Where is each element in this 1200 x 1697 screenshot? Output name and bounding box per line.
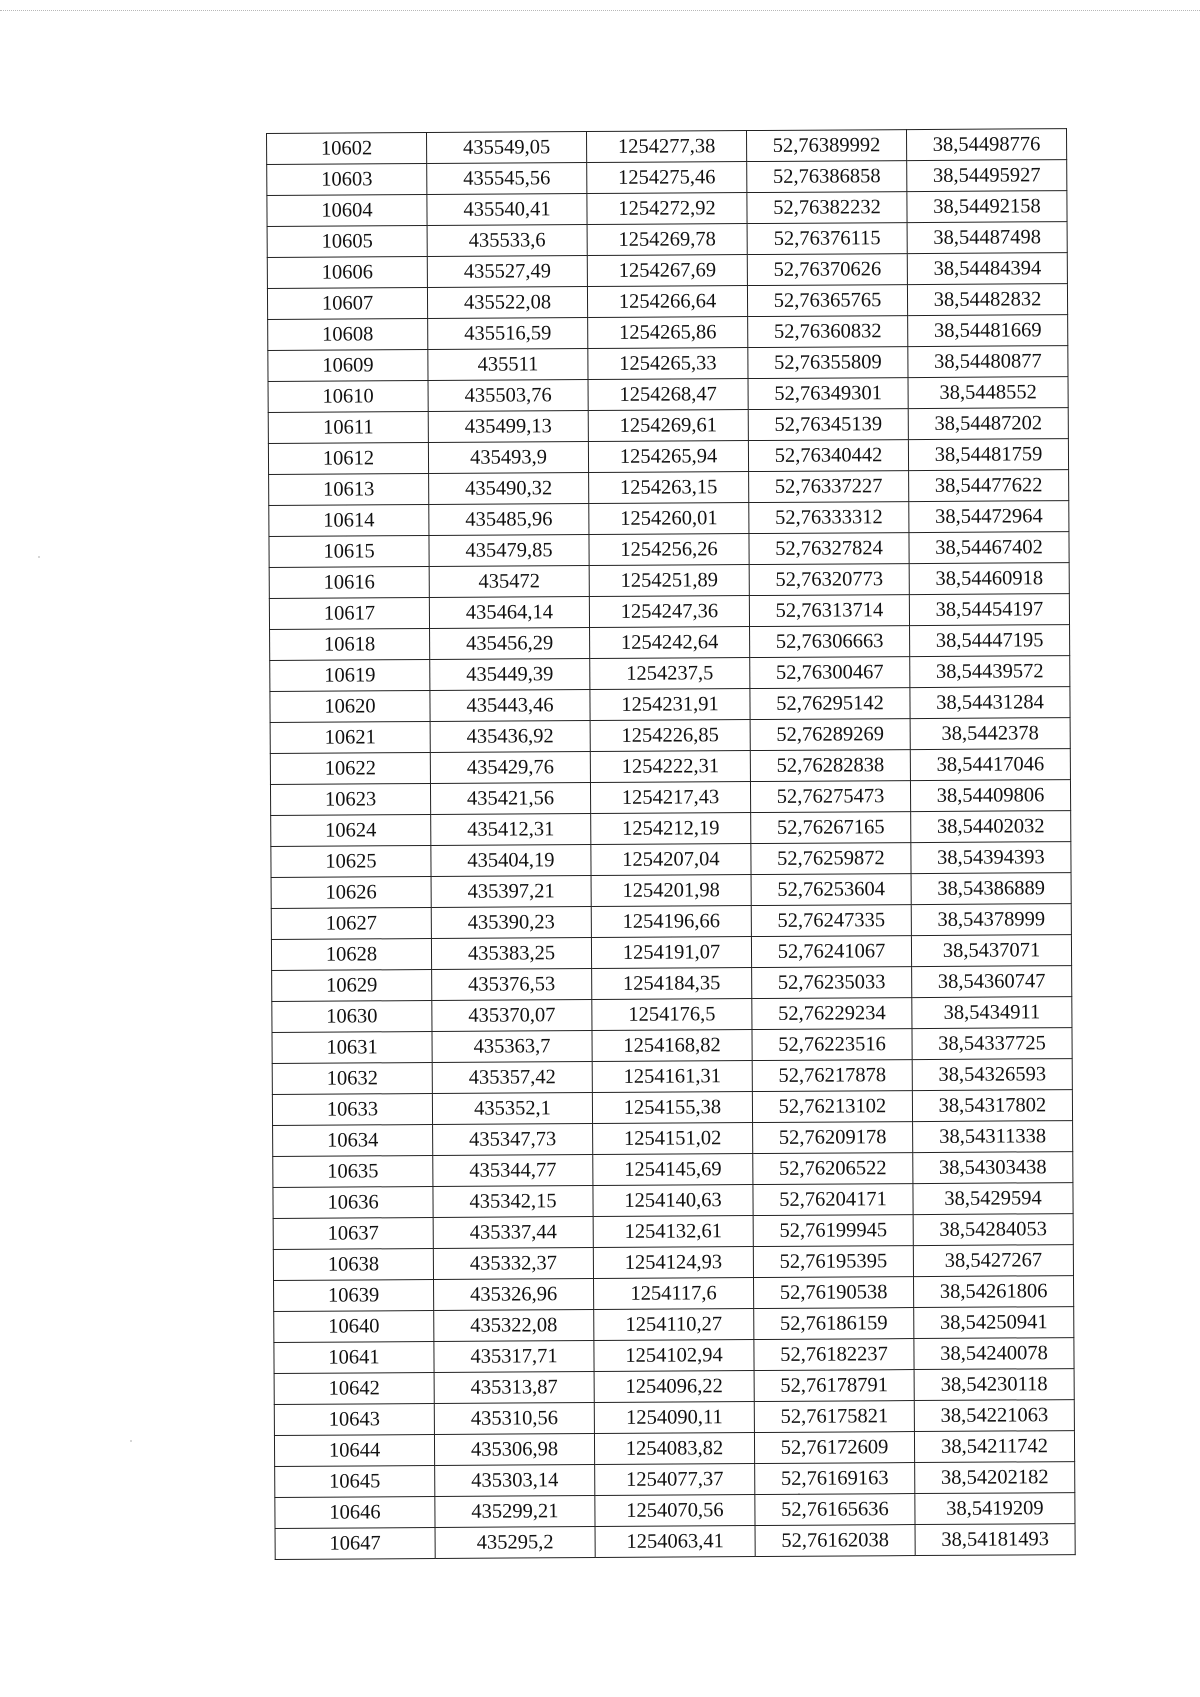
point-number-cell: 10645	[275, 1465, 435, 1497]
longitude-cell: 38,54311338	[913, 1121, 1073, 1153]
point-number-cell: 10627	[271, 908, 431, 940]
point-number-cell: 10628	[271, 939, 431, 971]
longitude-cell: 38,54337725	[912, 1028, 1072, 1060]
y-coordinate-cell: 1254090,11	[594, 1402, 754, 1434]
x-coordinate-cell: 435472	[429, 566, 589, 598]
table-row	[268, 408, 1068, 444]
y-coordinate-cell: 1254226,85	[590, 720, 750, 752]
table-row	[273, 1183, 1073, 1219]
point-number-cell: 10626	[271, 877, 431, 909]
latitude-cell: 52,76213102	[752, 1091, 912, 1123]
y-coordinate-cell: 1254196,66	[591, 906, 751, 938]
latitude-cell: 52,76267165	[751, 812, 911, 844]
x-coordinate-cell: 435549,05	[427, 132, 587, 164]
x-coordinate-cell: 435303,14	[435, 1465, 595, 1497]
point-number-cell: 10622	[270, 753, 430, 785]
table-row	[267, 253, 1067, 289]
x-coordinate-cell: 435436,92	[430, 721, 590, 753]
point-number-cell: 10621	[270, 722, 430, 754]
table-row	[268, 315, 1068, 351]
y-coordinate-cell: 1254265,94	[588, 441, 748, 473]
latitude-cell: 52,76175821	[754, 1401, 914, 1433]
scan-top-edge	[0, 10, 1200, 11]
x-coordinate-cell: 435429,76	[430, 752, 590, 784]
latitude-cell: 52,76376115	[747, 223, 907, 255]
longitude-cell: 38,54454197	[909, 594, 1069, 626]
x-coordinate-cell: 435317,71	[434, 1341, 594, 1373]
x-coordinate-cell: 435545,56	[427, 163, 587, 195]
point-number-cell: 10633	[272, 1094, 432, 1126]
latitude-cell: 52,76169163	[755, 1463, 915, 1495]
x-coordinate-cell: 435352,1	[432, 1093, 592, 1125]
table-row	[270, 687, 1070, 723]
point-number-cell: 10607	[267, 288, 427, 320]
y-coordinate-cell: 1254070,56	[595, 1495, 755, 1527]
point-number-cell: 10630	[272, 1001, 432, 1033]
longitude-cell: 38,5448552	[908, 377, 1068, 409]
table-row	[271, 842, 1071, 878]
y-coordinate-cell: 1254102,94	[594, 1340, 754, 1372]
latitude-cell: 52,76337227	[749, 471, 909, 503]
y-coordinate-cell: 1254212,19	[591, 813, 751, 845]
x-coordinate-cell: 435310,56	[434, 1403, 594, 1435]
point-number-cell: 10604	[267, 195, 427, 227]
table-row	[271, 935, 1071, 971]
y-coordinate-cell: 1254265,86	[588, 317, 748, 349]
longitude-cell: 38,54495927	[907, 160, 1067, 192]
table-row	[275, 1524, 1075, 1560]
point-number-cell: 10625	[271, 846, 431, 878]
y-coordinate-cell: 1254117,6	[594, 1278, 754, 1310]
x-coordinate-cell: 435490,32	[429, 473, 589, 505]
point-number-cell: 10634	[273, 1125, 433, 1157]
y-coordinate-cell: 1254201,98	[591, 875, 751, 907]
latitude-cell: 52,76162038	[755, 1525, 915, 1557]
y-coordinate-cell: 1254277,38	[586, 131, 746, 163]
y-coordinate-cell: 1254077,37	[595, 1464, 755, 1496]
x-coordinate-cell: 435404,19	[431, 845, 591, 877]
table-row	[272, 997, 1072, 1033]
point-number-cell: 10618	[270, 629, 430, 661]
table-row	[267, 191, 1067, 227]
longitude-cell: 38,54498776	[906, 129, 1066, 161]
longitude-cell: 38,54261806	[913, 1276, 1073, 1308]
table-row	[269, 594, 1069, 630]
latitude-cell: 52,76349301	[748, 378, 908, 410]
scan-speck	[130, 1440, 132, 1442]
y-coordinate-cell: 1254140,63	[593, 1185, 753, 1217]
x-coordinate-cell: 435299,21	[435, 1496, 595, 1528]
table-row	[272, 1059, 1072, 1095]
y-coordinate-cell: 1254191,07	[591, 937, 751, 969]
longitude-cell: 38,54484394	[907, 253, 1067, 285]
table-row	[274, 1276, 1074, 1312]
latitude-cell: 52,76186159	[754, 1308, 914, 1340]
point-number-cell: 10610	[268, 381, 428, 413]
longitude-cell: 38,54360747	[912, 966, 1072, 998]
longitude-cell: 38,54481669	[908, 315, 1068, 347]
latitude-cell: 52,76253604	[751, 874, 911, 906]
y-coordinate-cell: 1254237,5	[590, 658, 750, 690]
longitude-cell: 38,54482832	[907, 284, 1067, 316]
x-coordinate-cell: 435332,37	[433, 1248, 593, 1280]
latitude-cell: 52,76320773	[749, 564, 909, 596]
longitude-cell: 38,54431284	[910, 687, 1070, 719]
y-coordinate-cell: 1254110,27	[594, 1309, 754, 1341]
longitude-cell: 38,54487202	[908, 408, 1068, 440]
table-row	[274, 1369, 1074, 1405]
latitude-cell: 52,76300467	[750, 657, 910, 689]
x-coordinate-cell: 435503,76	[428, 380, 588, 412]
x-coordinate-cell: 435493,9	[428, 442, 588, 474]
latitude-cell: 52,76382232	[747, 192, 907, 224]
x-coordinate-cell: 435306,98	[434, 1434, 594, 1466]
y-coordinate-cell: 1254124,93	[593, 1247, 753, 1279]
latitude-cell: 52,76223516	[752, 1029, 912, 1061]
latitude-cell: 52,76165636	[755, 1494, 915, 1526]
table-row	[273, 1152, 1073, 1188]
table-row	[267, 284, 1067, 320]
longitude-cell: 38,54386889	[911, 873, 1071, 905]
point-number-cell: 10615	[269, 536, 429, 568]
table-row	[269, 501, 1069, 537]
point-number-cell: 10629	[272, 970, 432, 1002]
point-number-cell: 10616	[269, 567, 429, 599]
table-row	[270, 749, 1070, 785]
point-number-cell: 10619	[270, 660, 430, 692]
x-coordinate-cell: 435357,42	[432, 1062, 592, 1094]
y-coordinate-cell: 1254083,82	[594, 1433, 754, 1465]
table-row	[272, 966, 1072, 1002]
table-row	[273, 1121, 1073, 1157]
latitude-cell: 52,76360832	[748, 316, 908, 348]
y-coordinate-cell: 1254145,69	[593, 1154, 753, 1186]
table-row	[267, 129, 1067, 165]
y-coordinate-cell: 1254222,31	[590, 751, 750, 783]
longitude-cell: 38,54481759	[908, 439, 1068, 471]
y-coordinate-cell: 1254267,69	[587, 255, 747, 287]
table-row	[270, 625, 1070, 661]
longitude-cell: 38,54477622	[909, 470, 1069, 502]
point-number-cell: 10609	[268, 350, 428, 382]
longitude-cell: 38,54460918	[909, 563, 1069, 595]
point-number-cell: 10637	[273, 1217, 433, 1249]
table-row	[271, 873, 1071, 909]
y-coordinate-cell: 1254231,91	[590, 689, 750, 721]
x-coordinate-cell: 435390,23	[431, 907, 591, 939]
y-coordinate-cell: 1254266,64	[587, 286, 747, 318]
longitude-cell: 38,5437071	[911, 935, 1071, 967]
x-coordinate-cell: 435533,6	[427, 225, 587, 257]
coordinates-table-body	[267, 129, 1076, 1560]
latitude-cell: 52,76204171	[753, 1184, 913, 1216]
x-coordinate-cell: 435383,25	[431, 938, 591, 970]
latitude-cell: 52,76282838	[750, 750, 910, 782]
longitude-cell: 38,54181493	[915, 1524, 1075, 1556]
point-number-cell: 10632	[272, 1063, 432, 1095]
table-row	[274, 1431, 1074, 1467]
x-coordinate-cell: 435295,2	[435, 1527, 595, 1559]
y-coordinate-cell: 1254155,38	[592, 1092, 752, 1124]
latitude-cell: 52,76217878	[752, 1060, 912, 1092]
latitude-cell: 52,76386858	[747, 161, 907, 193]
y-coordinate-cell: 1254268,47	[588, 379, 748, 411]
table-row	[267, 222, 1067, 258]
x-coordinate-cell: 435456,29	[430, 628, 590, 660]
x-coordinate-cell: 435449,39	[430, 659, 590, 691]
table-row	[267, 160, 1067, 196]
longitude-cell: 38,5427267	[913, 1245, 1073, 1277]
point-number-cell: 10620	[270, 691, 430, 723]
longitude-cell: 38,54303438	[913, 1152, 1073, 1184]
longitude-cell: 38,54402032	[911, 811, 1071, 843]
x-coordinate-cell: 435397,21	[431, 876, 591, 908]
x-coordinate-cell: 435313,87	[434, 1372, 594, 1404]
latitude-cell: 52,76195395	[753, 1246, 913, 1278]
y-coordinate-cell: 1254263,15	[589, 472, 749, 504]
point-number-cell: 10643	[274, 1403, 434, 1435]
latitude-cell: 52,76295142	[750, 688, 910, 720]
y-coordinate-cell: 1254168,82	[592, 1030, 752, 1062]
table-row	[272, 1028, 1072, 1064]
point-number-cell: 10623	[270, 784, 430, 816]
latitude-cell: 52,76333312	[749, 502, 909, 534]
point-number-cell: 10612	[268, 443, 428, 475]
latitude-cell: 52,76206522	[753, 1153, 913, 1185]
table-row	[272, 1090, 1072, 1126]
latitude-cell: 52,76327824	[749, 533, 909, 565]
y-coordinate-cell: 1254176,5	[592, 999, 752, 1031]
longitude-cell: 38,54221063	[914, 1400, 1074, 1432]
longitude-cell: 38,54409806	[910, 780, 1070, 812]
point-number-cell: 10638	[273, 1248, 433, 1280]
longitude-cell: 38,54439572	[910, 656, 1070, 688]
latitude-cell: 52,76190538	[754, 1277, 914, 1309]
y-coordinate-cell: 1254184,35	[592, 968, 752, 1000]
x-coordinate-cell: 435485,96	[429, 504, 589, 536]
longitude-cell: 38,54472964	[909, 501, 1069, 533]
y-coordinate-cell: 1254269,78	[587, 224, 747, 256]
latitude-cell: 52,76275473	[750, 781, 910, 813]
latitude-cell: 52,76229234	[752, 998, 912, 1030]
x-coordinate-cell: 435322,08	[434, 1310, 594, 1342]
longitude-cell: 38,54230118	[914, 1369, 1074, 1401]
table-row	[274, 1400, 1074, 1436]
latitude-cell: 52,76355809	[748, 347, 908, 379]
longitude-cell: 38,54467402	[909, 532, 1069, 564]
y-coordinate-cell: 1254207,04	[591, 844, 751, 876]
point-number-cell: 10611	[268, 412, 428, 444]
longitude-cell: 38,54211742	[914, 1431, 1074, 1463]
latitude-cell: 52,76370626	[747, 254, 907, 286]
latitude-cell: 52,76313714	[749, 595, 909, 627]
latitude-cell: 52,76235033	[752, 967, 912, 999]
x-coordinate-cell: 435522,08	[427, 287, 587, 319]
table-row	[273, 1245, 1073, 1281]
longitude-cell: 38,54240078	[914, 1338, 1074, 1370]
longitude-cell: 38,54394393	[911, 842, 1071, 874]
table-row	[269, 470, 1069, 506]
longitude-cell: 38,54447195	[910, 625, 1070, 657]
y-coordinate-cell: 1254132,61	[593, 1216, 753, 1248]
latitude-cell: 52,76389992	[746, 130, 906, 162]
point-number-cell: 10617	[269, 598, 429, 630]
point-number-cell: 10613	[269, 474, 429, 506]
table-row	[269, 532, 1069, 568]
table-row	[270, 718, 1070, 754]
longitude-cell: 38,5429594	[913, 1183, 1073, 1215]
x-coordinate-cell: 435499,13	[428, 411, 588, 443]
longitude-cell: 38,54480877	[908, 346, 1068, 378]
latitude-cell: 52,76172609	[754, 1432, 914, 1464]
longitude-cell: 38,5434911	[912, 997, 1072, 1029]
longitude-cell: 38,54317802	[912, 1090, 1072, 1122]
table-row	[269, 563, 1069, 599]
longitude-cell: 38,5419209	[915, 1493, 1075, 1525]
coordinates-table	[266, 128, 1076, 1560]
y-coordinate-cell: 1254260,01	[589, 503, 749, 535]
table-row	[268, 346, 1068, 382]
point-number-cell: 10644	[274, 1434, 434, 1466]
point-number-cell: 10603	[267, 164, 427, 196]
latitude-cell: 52,76259872	[751, 843, 911, 875]
table-row	[268, 377, 1068, 413]
table-row	[273, 1214, 1073, 1250]
y-coordinate-cell: 1254217,43	[590, 782, 750, 814]
latitude-cell: 52,76178791	[754, 1370, 914, 1402]
table-row	[270, 780, 1070, 816]
x-coordinate-cell: 435511	[428, 349, 588, 381]
x-coordinate-cell: 435479,85	[429, 535, 589, 567]
longitude-cell: 38,54202182	[915, 1462, 1075, 1494]
table-row	[271, 811, 1071, 847]
point-number-cell: 10631	[272, 1032, 432, 1064]
x-coordinate-cell: 435347,73	[433, 1124, 593, 1156]
y-coordinate-cell: 1254269,61	[588, 410, 748, 442]
latitude-cell: 52,76209178	[753, 1122, 913, 1154]
point-number-cell: 10605	[267, 226, 427, 258]
table-row	[271, 904, 1071, 940]
y-coordinate-cell: 1254256,26	[589, 534, 749, 566]
point-number-cell: 10647	[275, 1527, 435, 1559]
x-coordinate-cell: 435376,53	[432, 969, 592, 1001]
point-number-cell: 10606	[267, 257, 427, 289]
table-row	[275, 1493, 1075, 1529]
y-coordinate-cell: 1254247,36	[589, 596, 749, 628]
point-number-cell: 10614	[269, 505, 429, 537]
latitude-cell: 52,76365765	[747, 285, 907, 317]
y-coordinate-cell: 1254275,46	[587, 162, 747, 194]
y-coordinate-cell: 1254063,41	[595, 1526, 755, 1558]
x-coordinate-cell: 435540,41	[427, 194, 587, 226]
x-coordinate-cell: 435370,07	[432, 1000, 592, 1032]
point-number-cell: 10635	[273, 1156, 433, 1188]
y-coordinate-cell: 1254251,89	[589, 565, 749, 597]
table-row	[270, 656, 1070, 692]
point-number-cell: 10646	[275, 1496, 435, 1528]
point-number-cell: 10641	[274, 1341, 434, 1373]
x-coordinate-cell: 435337,44	[433, 1217, 593, 1249]
longitude-cell: 38,54417046	[910, 749, 1070, 781]
point-number-cell: 10602	[267, 133, 427, 165]
longitude-cell: 38,54487498	[907, 222, 1067, 254]
latitude-cell: 52,76340442	[748, 440, 908, 472]
longitude-cell: 38,5442378	[910, 718, 1070, 750]
x-coordinate-cell: 435527,49	[427, 256, 587, 288]
x-coordinate-cell: 435464,14	[429, 597, 589, 629]
x-coordinate-cell: 435443,46	[430, 690, 590, 722]
longitude-cell: 38,54492158	[907, 191, 1067, 223]
longitude-cell: 38,54326593	[912, 1059, 1072, 1091]
longitude-cell: 38,54250941	[914, 1307, 1074, 1339]
table-row	[275, 1462, 1075, 1498]
latitude-cell: 52,76306663	[750, 626, 910, 658]
point-number-cell: 10608	[268, 319, 428, 351]
y-coordinate-cell: 1254272,92	[587, 193, 747, 225]
longitude-cell: 38,54284053	[913, 1214, 1073, 1246]
point-number-cell: 10642	[274, 1372, 434, 1404]
y-coordinate-cell: 1254242,64	[590, 627, 750, 659]
table-row	[268, 439, 1068, 475]
scan-speck	[38, 556, 40, 558]
x-coordinate-cell: 435421,56	[430, 783, 590, 815]
y-coordinate-cell: 1254161,31	[592, 1061, 752, 1093]
x-coordinate-cell: 435326,96	[434, 1279, 594, 1311]
y-coordinate-cell: 1254151,02	[593, 1123, 753, 1155]
x-coordinate-cell: 435363,7	[432, 1031, 592, 1063]
latitude-cell: 52,76199945	[753, 1215, 913, 1247]
table-row	[274, 1307, 1074, 1343]
latitude-cell: 52,76247335	[751, 905, 911, 937]
point-number-cell: 10636	[273, 1186, 433, 1218]
point-number-cell: 10639	[274, 1279, 434, 1311]
latitude-cell: 52,76345139	[748, 409, 908, 441]
longitude-cell: 38,54378999	[911, 904, 1071, 936]
latitude-cell: 52,76241067	[751, 936, 911, 968]
y-coordinate-cell: 1254096,22	[594, 1371, 754, 1403]
latitude-cell: 52,76182237	[754, 1339, 914, 1371]
point-number-cell: 10624	[271, 815, 431, 847]
latitude-cell: 52,76289269	[750, 719, 910, 751]
x-coordinate-cell: 435516,59	[428, 318, 588, 350]
table-row	[274, 1338, 1074, 1374]
x-coordinate-cell: 435412,31	[431, 814, 591, 846]
x-coordinate-cell: 435342,15	[433, 1186, 593, 1218]
x-coordinate-cell: 435344,77	[433, 1155, 593, 1187]
y-coordinate-cell: 1254265,33	[588, 348, 748, 380]
point-number-cell: 10640	[274, 1310, 434, 1342]
